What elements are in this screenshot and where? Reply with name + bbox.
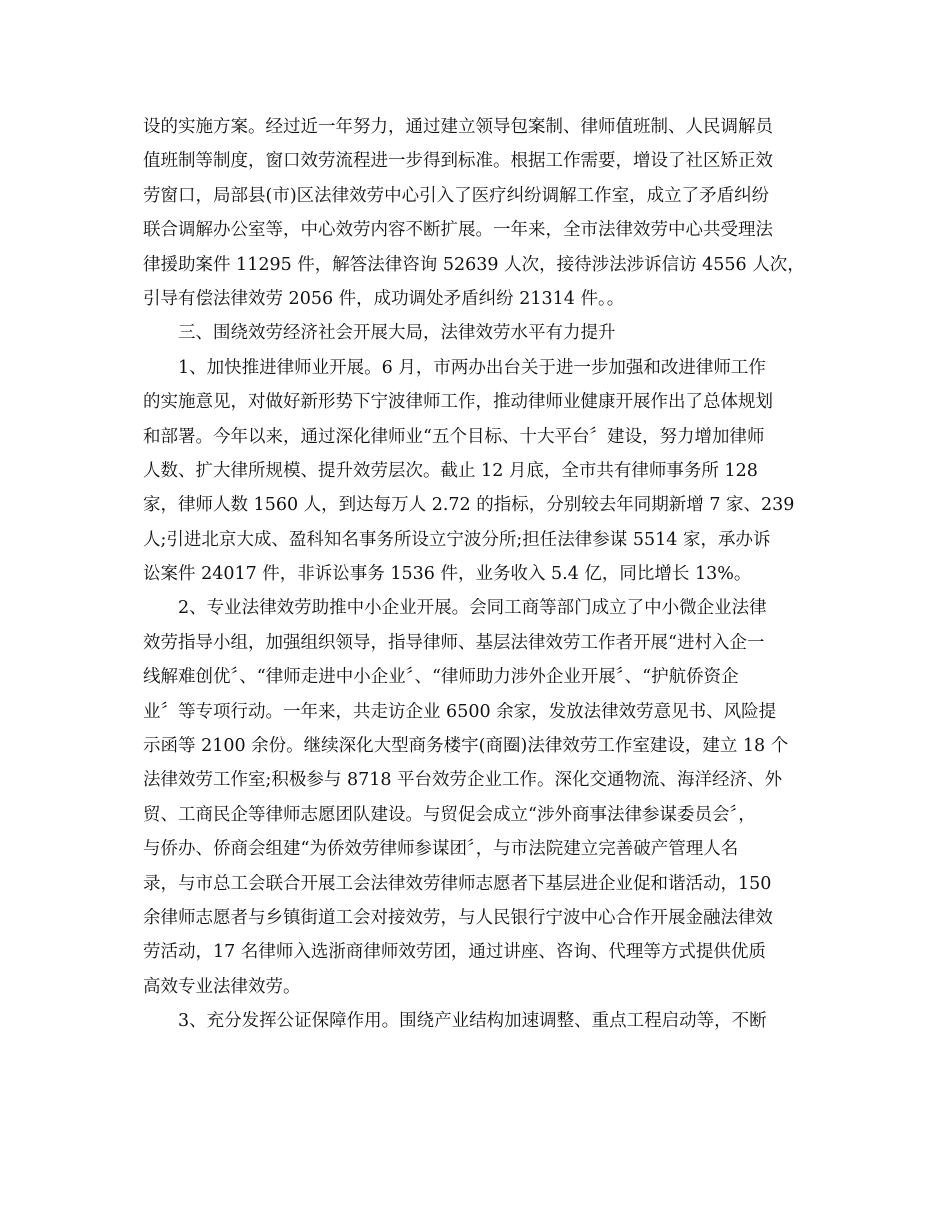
text-line: 人;引进北京大成、盈科知名事务所设立宁波分所;担任法律参谋 5514 家，承办诉 [143, 529, 771, 550]
text-line: 三、围绕效劳经济社会开展大局，法律效劳水平有力提升 [178, 323, 616, 344]
text-line: 示函等 2100 余份。继续深化大型商务楼宇(商圈)法律效劳工作室建设，建立 18 个 [143, 736, 789, 757]
text-line: 劳活动，17 名律师入选浙商律师效劳团，通过讲座、咨询、代理等方式提供优质 [143, 942, 766, 963]
text-line: 的实施意见，对做好新形势下宁波律师工作，推动律师业健康开展作出了总体规划 [143, 392, 773, 413]
text-line: 律援助案件 11295 件，解答法律咨询 52639 人次，接待涉法涉诉信访 4556 人次， [143, 254, 805, 275]
text-line: 劳窗口，局部县(市)区法律效劳中心引入了医疗纠纷调解工作室，成立了矛盾纠纷 [143, 185, 770, 206]
document-body-text [143, 110, 807, 1039]
text-line: 家，律师人数 1560 人，到达每万人 2.72 的指标，分别较去年同期新增 7 家、239 [143, 495, 795, 516]
text-line: 3、充分发挥公证保障作用。围绕产业结构加速调整、重点工程启动等，不断 [178, 1011, 767, 1032]
text-line: 录，与市总工会联合开展工会法律效劳律师志愿者下基层进企业促和谐活动，150 [143, 873, 772, 894]
text-line: 1、加快推进律师业开展。6 月，市两办出台关于进一步加强和改进律师工作 [178, 357, 766, 378]
text-line: 贸、工商民企等律师志愿团队建设。与贸促会成立“涉外商事法律参谋委员会〞， [143, 804, 756, 825]
text-line: 值班制等制度，窗口效劳流程进一步得到标准。根据工作需要，增设了社区矫正效 [143, 151, 773, 172]
text-line: 与侨办、侨商会组建“为侨效劳律师参谋团〞，与市法院建立完善破产管理人名 [143, 839, 739, 860]
text-line: 线解难创优〞、“律师走进中小企业〞、“律师助力涉外企业开展〞、“护航侨资企 [143, 667, 739, 688]
text-line: 余律师志愿者与乡镇街道工会对接效劳，与人民银行宁波中心合作开展金融法律效 [143, 907, 773, 928]
text-line: 高效专业法律效劳。 [143, 976, 301, 997]
text-line: 和部署。今年以来，通过深化律师业“五个目标、十大平台〞建设，努力增加律师 [143, 426, 765, 447]
text-line: 引导有偿法律效劳 2056 件，成功调处矛盾纠纷 21314 件。。 [143, 288, 625, 309]
text-line: 业〞等专项行动。一年来，共走访企业 6500 余家，发放法律效劳意见书、风险提 [143, 701, 777, 722]
text-line: 2、专业法律效劳助推中小企业开展。会同工商等部门成立了中小微企业法律 [178, 598, 767, 619]
text-line: 设的实施方案。经过近一年努力，通过建立领导包案制、律师值班制、人民调解员 [143, 117, 773, 137]
text-line: 法律效劳工作室;积极参与 8718 平台效劳企业工作。深化交通物流、海洋经济、外 [143, 770, 783, 791]
text-line: 人数、扩大律所规模、提升效劳层次。截止 12 月底，全市共有律师事务所 128 [143, 460, 758, 481]
text-line: 讼案件 24017 件，非诉讼事务 1536 件，业务收入 5.4 亿，同比增长 13%。 [143, 564, 752, 585]
text-line: 效劳指导小组，加强组织领导，指导律师、基层法律效劳工作者开展“进村入企一 [143, 632, 765, 653]
text-line: 联合调解办公室等，中心效劳内容不断扩展。一年来，全市法律效劳中心共受理法 [143, 220, 773, 241]
